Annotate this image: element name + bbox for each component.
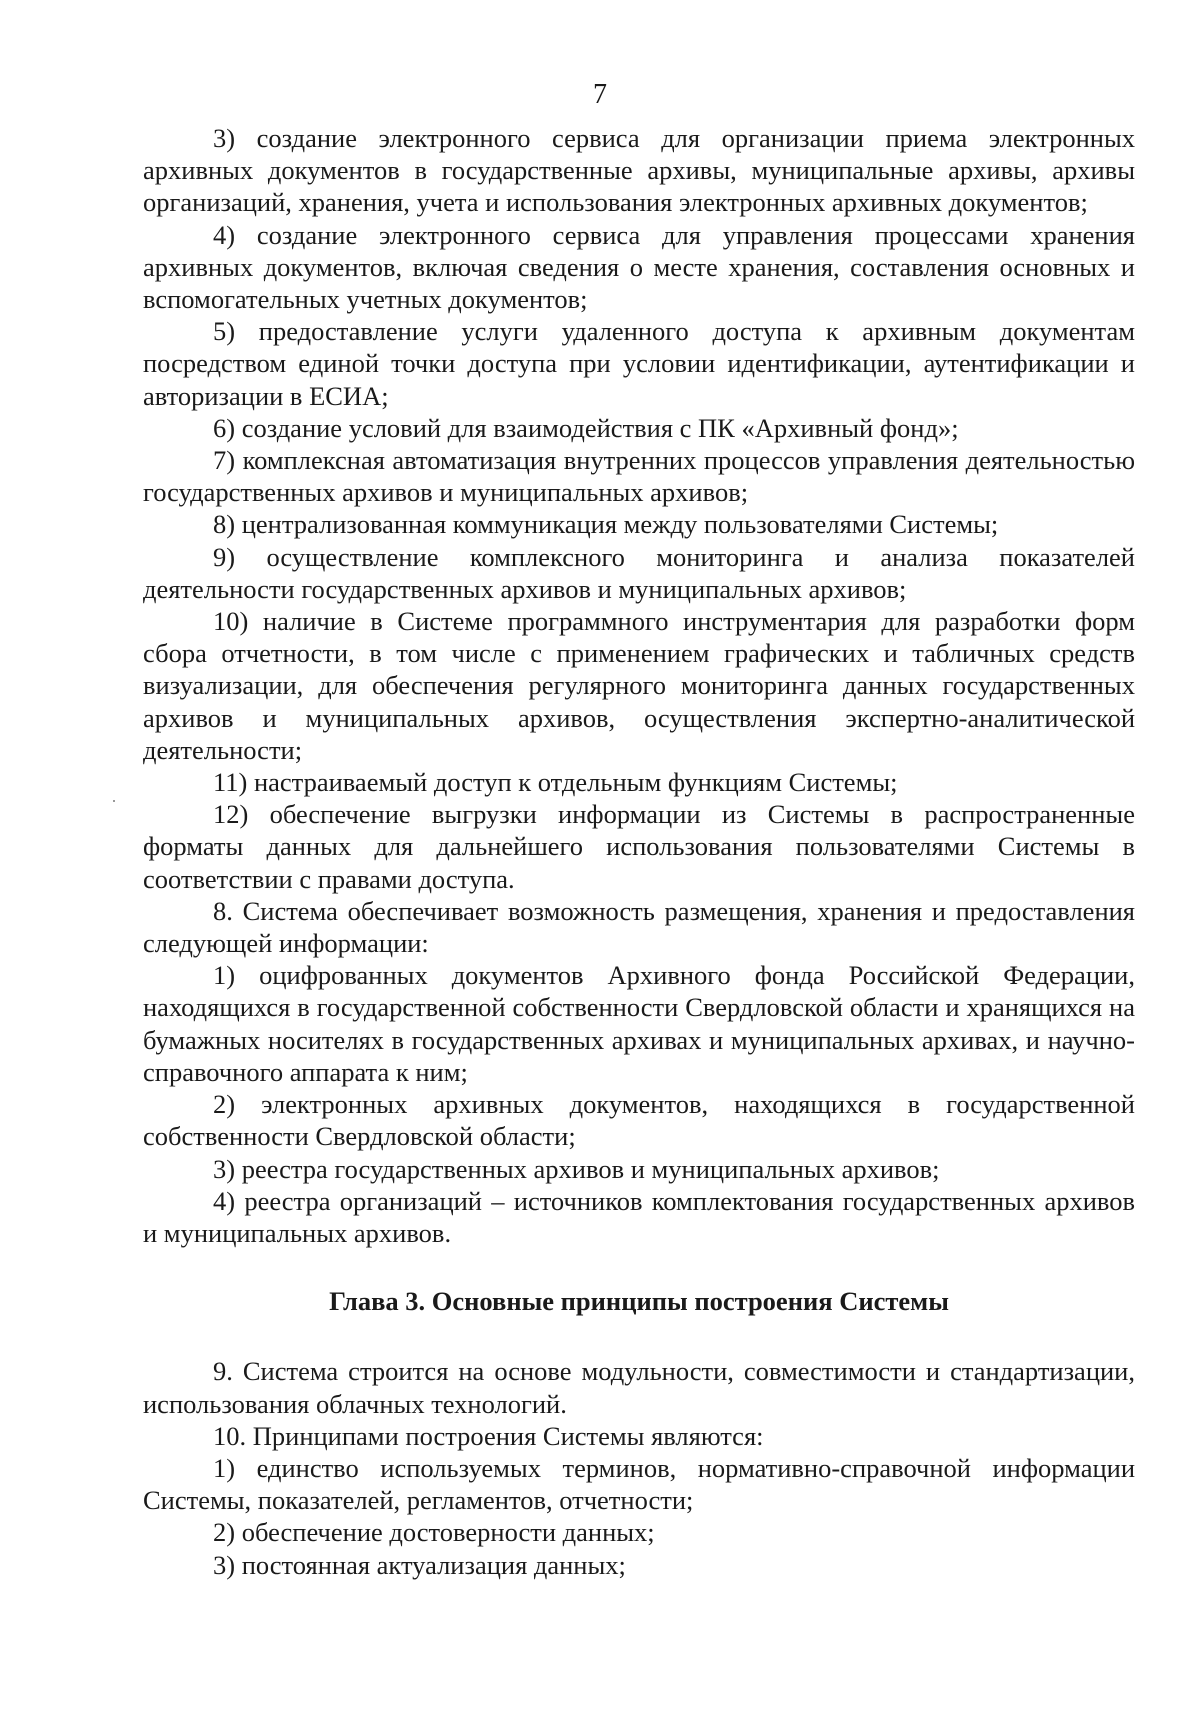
paragraph: 7) комплексная автоматизация внутренних процессов управления деятельностью государственных архивов и муниципальных архивов;	[143, 445, 1135, 508]
paragraph: 5) предоставление услуги удаленного доступа к архивным документам посредством единой точки доступа при условии идентификации, аутентификации и авторизации в ЕСИА;	[143, 316, 1135, 411]
paragraph: 2) обеспечение достоверности данных;	[213, 1517, 655, 1548]
paragraph: 12) обеспечение выгрузки информации из Системы в распространенные форматы данных для дальнейшего использования пользователями Системы в соответствии с правами доступа.	[143, 799, 1135, 894]
paragraph: 4) реестра организаций – источников комплектования государственных архивов и муниципальных архивов.	[143, 1185, 1135, 1248]
paragraph: 3) постоянная актуализация данных;	[213, 1549, 626, 1580]
paragraph: 9. Система строится на основе модульности, совместимости и стандартизации, использования облачных технологий.	[143, 1356, 1135, 1419]
paragraph: 2) электронных архивных документов, находящихся в государственной собственности Свердловской области;	[143, 1089, 1135, 1152]
chapter-heading: Глава 3. Основные принципы построения Системы	[329, 1286, 949, 1317]
paragraph: 8. Система обеспечивает возможность размещения, хранения и предоставления следующей информации:	[143, 895, 1135, 959]
paragraph: 8) централизованная коммуникация между пользователями Системы;	[213, 509, 999, 540]
document-body	[143, 122, 1135, 1581]
scan-speck	[113, 800, 115, 802]
paragraph: 3) создание электронного сервиса для организации приема электронных архивных документов в государственные архивы, муниципальные архивы, архивы организаций, хранения, учета и использования электронных архивных документов;	[143, 123, 1135, 218]
paragraph: 1) оцифрованных документов Архивного фонда Российской Федерации, находящихся в государственной собственности Свердловской области и хранящихся на бумажных носителях в государственных архивах и муниципальных архивах, и научно-справочного аппарата к ним;	[143, 960, 1135, 1087]
paragraph: 10. Принципами построения Системы являются:	[213, 1420, 764, 1451]
paragraph: 1) единство используемых терминов, нормативно-справочной информации Системы, показателей, регламентов, отчетности;	[143, 1452, 1135, 1516]
page-number: 7	[593, 79, 607, 110]
paragraph: 4) создание электронного сервиса для управления процессами хранения архивных документов, включая сведения о месте хранения, составления основных и вспомогательных учетных документов;	[143, 219, 1135, 315]
paragraph: 11) настраиваемый доступ к отдельным функциям Системы;	[213, 767, 898, 798]
paragraph: 6) создание условий для взаимодействия с ПК «Архивный фонд»;	[213, 412, 959, 443]
paragraph: 10) наличие в Системе программного инструментария для разработки форм сбора отчетности, в том числе с применением графических и табличных средств визуализации, для обеспечения регулярного мониторинга данных государственных архивов и муниципальных архивов, осуществления экспертно-аналитической деятельности;	[143, 606, 1135, 765]
paragraph: 3) реестра государственных архивов и муниципальных архивов;	[213, 1153, 940, 1184]
paragraph: 9) осуществление комплексного мониторинга и анализа показателей деятельности государственных архивов и муниципальных архивов;	[143, 541, 1135, 604]
